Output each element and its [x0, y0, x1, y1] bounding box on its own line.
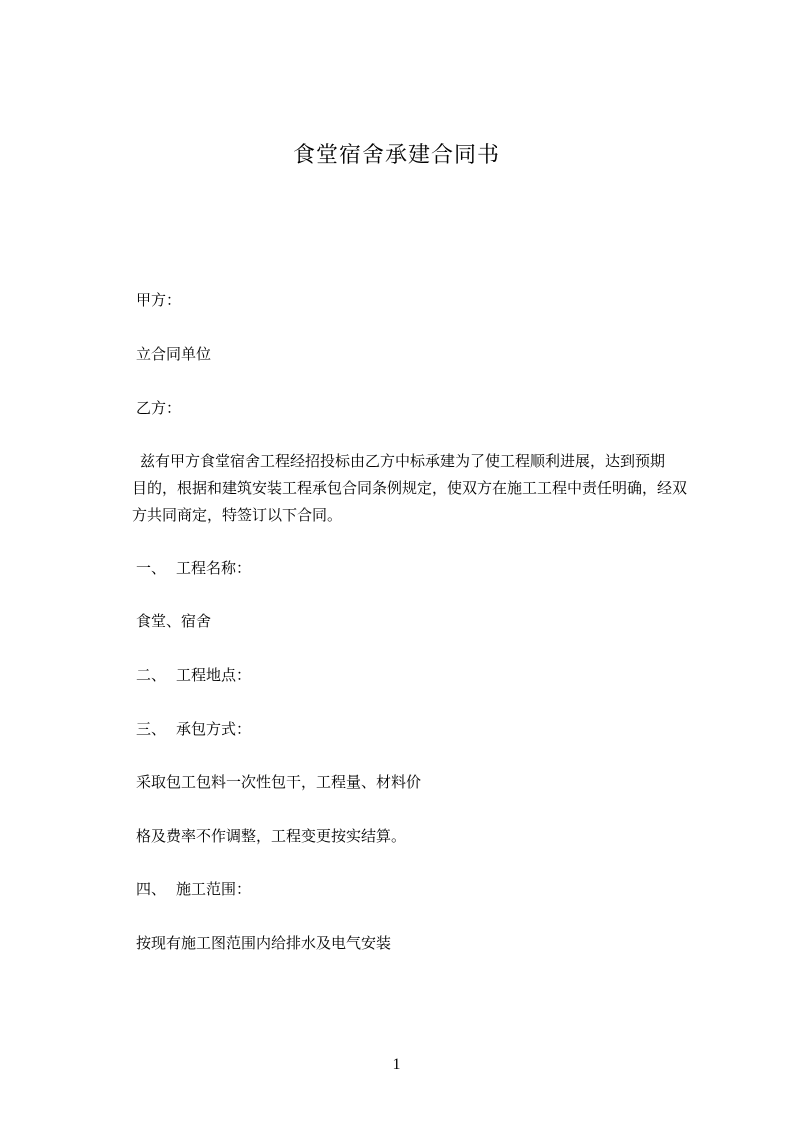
section-heading-2: [136, 664, 251, 686]
intro-line-3: 方共同商定，特签订以下合同。: [132, 506, 343, 524]
contract-unit-label: 立合同单位: [136, 345, 212, 363]
section-heading-1: [136, 557, 251, 579]
intro-paragraph: [132, 448, 710, 529]
party-a-label: 甲方：: [136, 291, 182, 309]
intro-line-1: 兹有甲方食堂宿舍工程经招投标由乙方中标承建为了使工程顺利进展，达到预期: [140, 452, 666, 470]
section-number: 一、: [136, 559, 167, 577]
section-label: 施工范围：: [176, 880, 252, 898]
party-b-label: 乙方：: [136, 399, 182, 417]
intro-line-2: 目的，根据和建筑安装工程承包合同条例规定，使双方在施工工程中责任明确，经双: [132, 479, 688, 497]
section-label: 工程地点：: [176, 666, 252, 684]
page-number: 1: [392, 1056, 401, 1073]
section-number: 二、: [136, 666, 167, 684]
section-heading-4: [136, 878, 251, 900]
project-name-text: 食堂、宿舍: [136, 612, 212, 630]
contract-method-line-2: 格及费率不作调整，工程变更按实结算。: [136, 827, 407, 845]
section-number: 三、: [136, 720, 167, 738]
scope-text: 按现有施工图范围内给排水及电气安装: [136, 934, 392, 952]
section-label: 工程名称：: [176, 559, 252, 577]
section-heading-3: [136, 718, 251, 740]
document-title: 食堂宿舍承建合同书: [292, 143, 500, 168]
contract-method-line-1: 采取包工包料一次性包干，工程量、材料价: [136, 773, 422, 791]
section-label: 承包方式：: [176, 720, 252, 738]
section-number: 四、: [136, 880, 167, 898]
